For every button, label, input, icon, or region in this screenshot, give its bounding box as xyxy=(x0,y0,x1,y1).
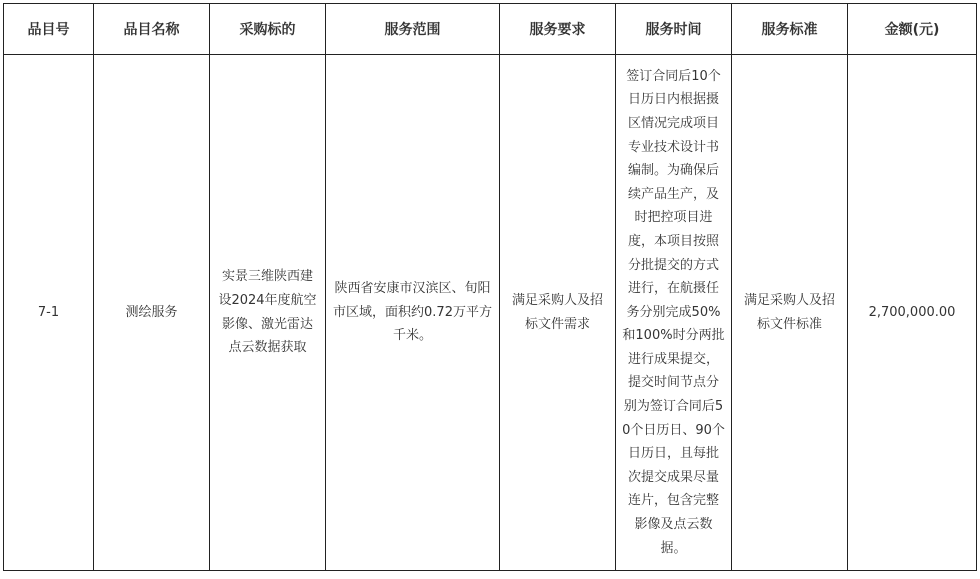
cell-amount: 2,700,000.00 xyxy=(848,55,977,571)
cell-item-name: 测绘服务 xyxy=(94,55,210,571)
header-item-name: 品目名称 xyxy=(94,4,210,55)
procurement-table xyxy=(3,3,977,571)
header-scope: 服务范围 xyxy=(326,4,500,55)
cell-requirement: 满足采购人及招标文件需求 xyxy=(500,55,616,571)
table-row xyxy=(4,55,977,571)
header-item-no: 品目号 xyxy=(4,4,94,55)
header-time: 服务时间 xyxy=(616,4,732,55)
header-amount: 金额(元) xyxy=(848,4,977,55)
cell-scope: 陕西省安康市汉滨区、旬阳市区域，面积约0.72万平方千米。 xyxy=(326,55,500,571)
header-subject: 采购标的 xyxy=(210,4,326,55)
header-requirement: 服务要求 xyxy=(500,4,616,55)
table-header-row xyxy=(4,4,977,55)
cell-time: 签订合同后10个日历日内根据摄区情况完成项目专业技术设计书编制。为确保后续产品生产，及时把控项目进度，本项目按照分批提交的方式进行，在航摄任务分别完成50%和100%时分两批进行成果提交，提交时间节点分别为签订合同后50个日历日、90个日历日，且每批次提交成果尽量连片，包含完整影像及点云数据。 xyxy=(616,55,732,571)
cell-standard: 满足采购人及招标文件标准 xyxy=(732,55,848,571)
cell-item-no: 7-1 xyxy=(4,55,94,571)
header-standard: 服务标准 xyxy=(732,4,848,55)
cell-subject: 实景三维陕西建设2024年度航空影像、激光雷达点云数据获取 xyxy=(210,55,326,571)
